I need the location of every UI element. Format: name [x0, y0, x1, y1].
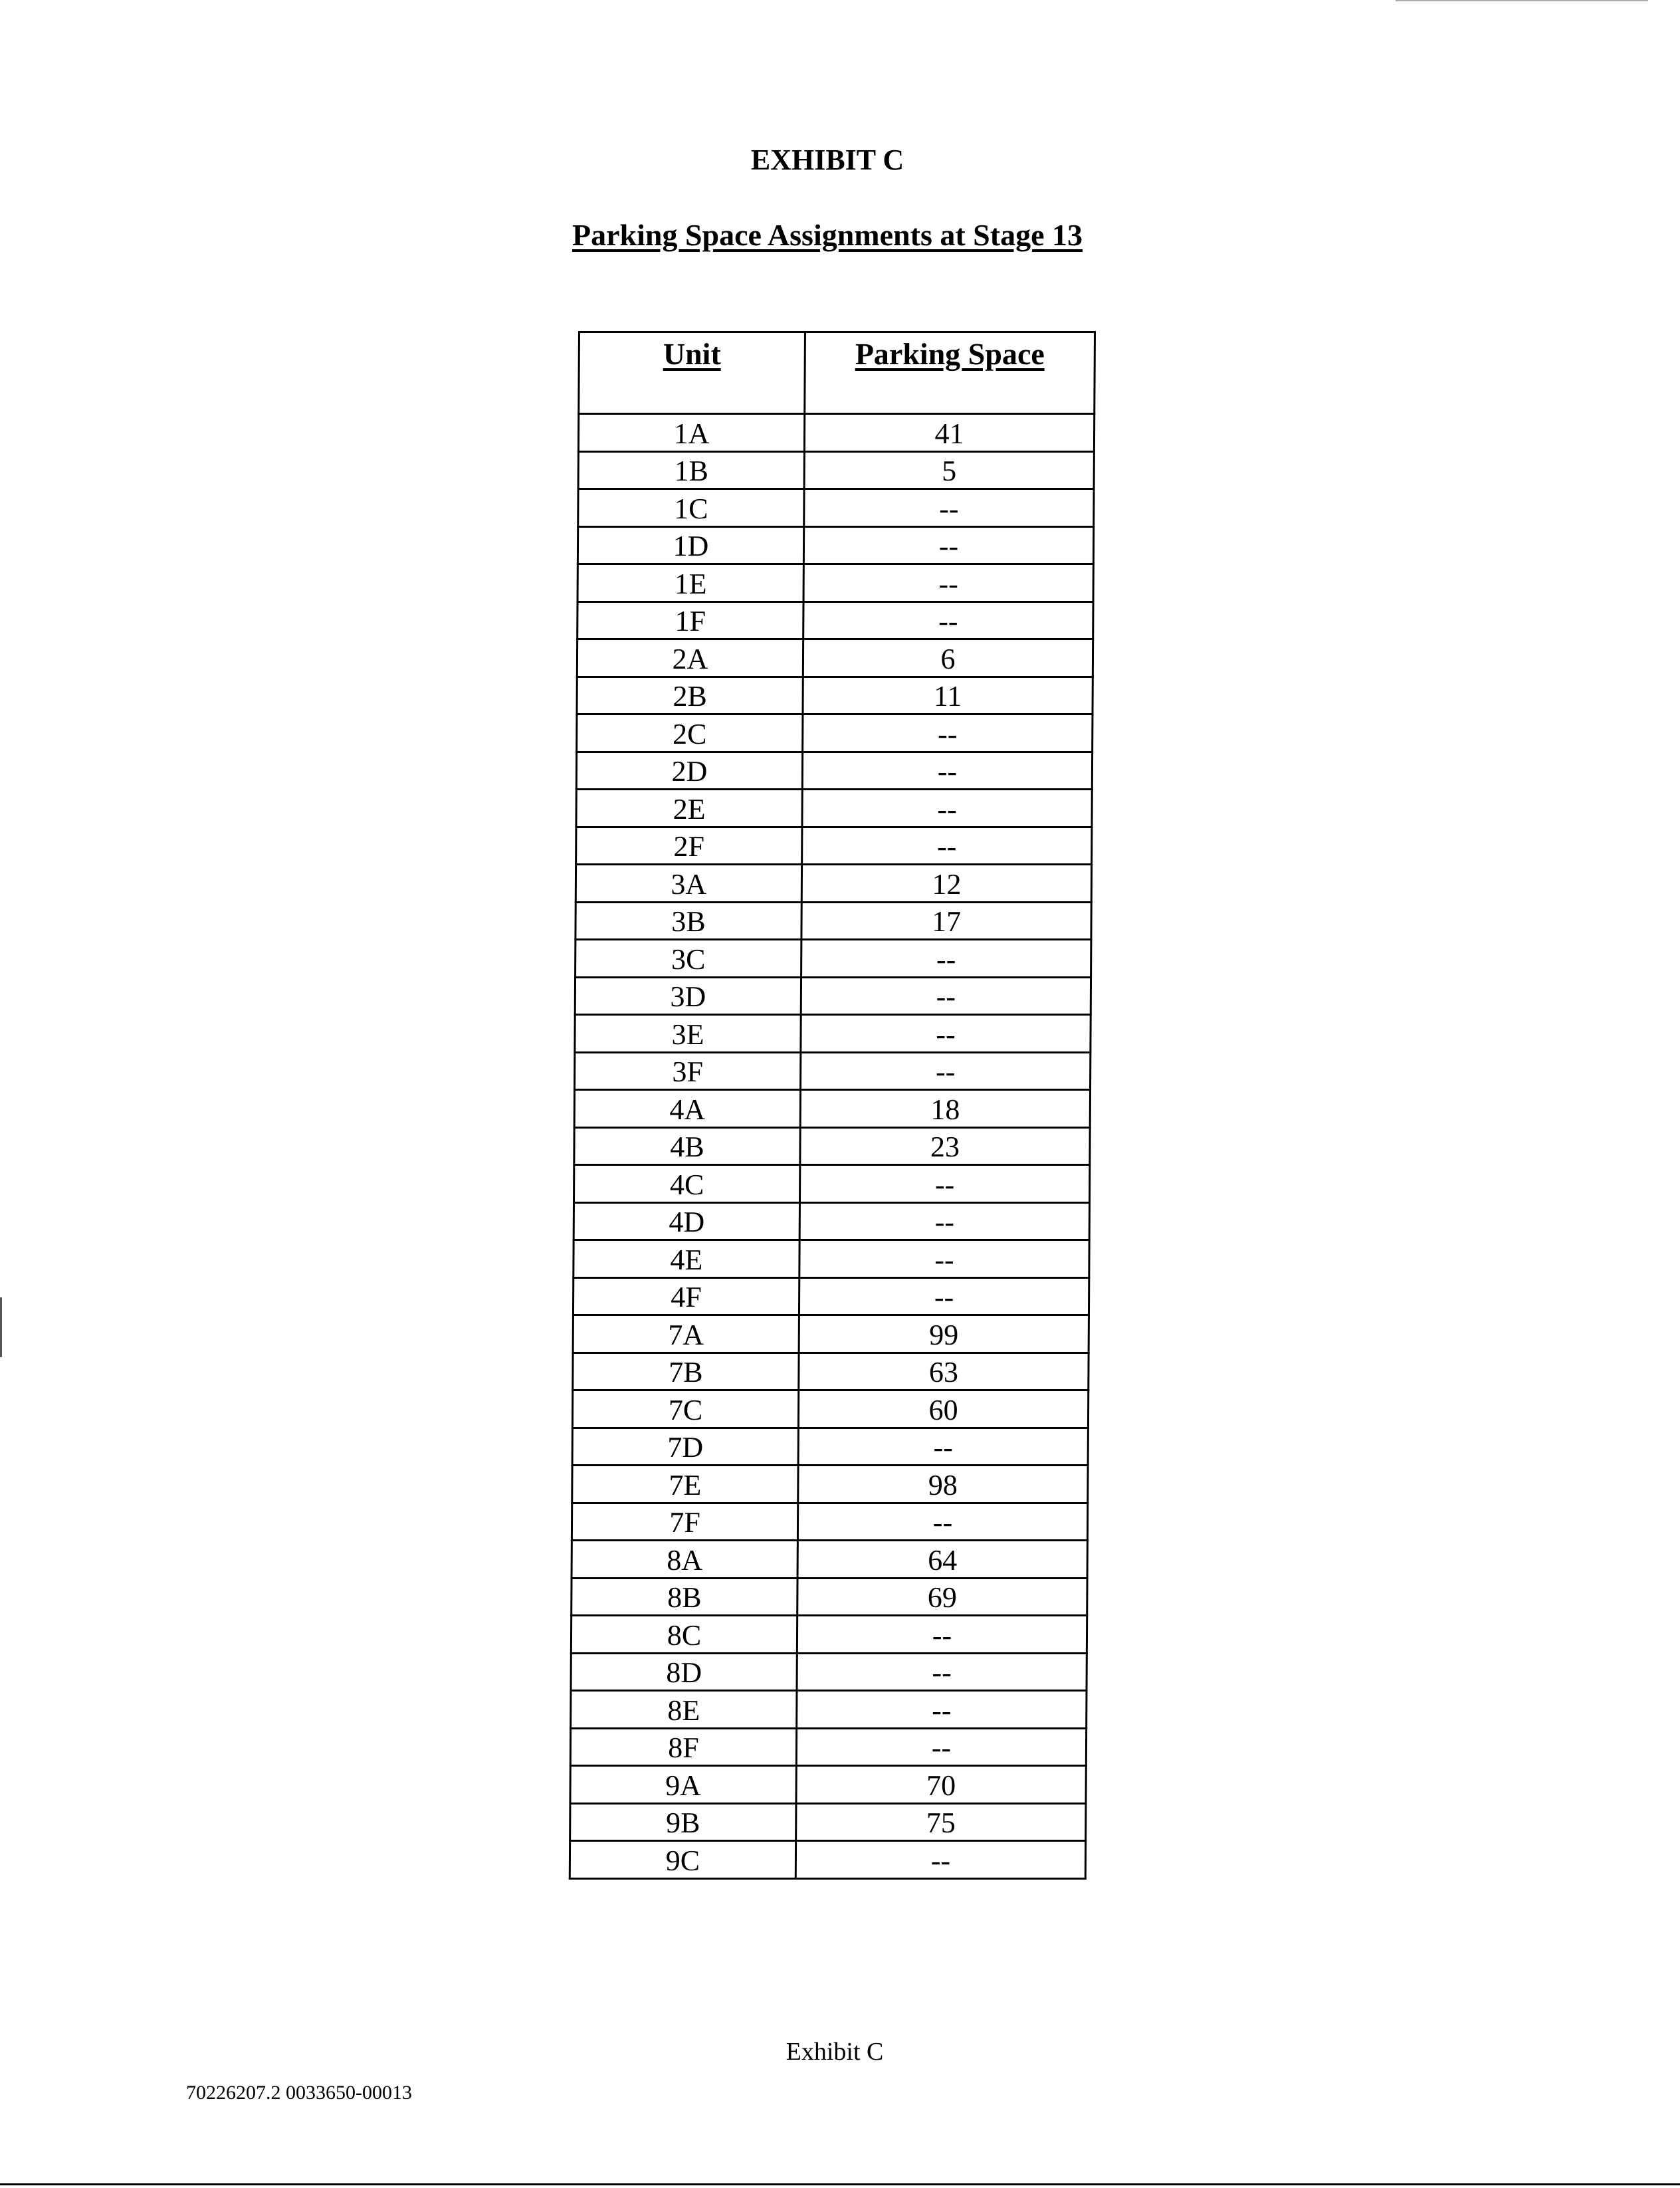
parking-space-cell: 60: [798, 1390, 1088, 1428]
unit-cell: 9C: [570, 1841, 795, 1879]
table-row: [571, 1653, 1087, 1691]
unit-cell: 1D: [578, 526, 803, 564]
parking-space-cell: --: [799, 1202, 1089, 1240]
unit-cell: 1F: [578, 602, 803, 639]
parking-space-cell: 69: [797, 1578, 1087, 1616]
parking-space-cell: --: [802, 827, 1092, 865]
parking-space-cell: 63: [799, 1353, 1089, 1390]
parking-space-cell: 75: [796, 1803, 1086, 1841]
unit-cell: 4D: [574, 1202, 799, 1240]
table-row: [573, 1315, 1089, 1353]
table-row: [578, 489, 1094, 527]
parking-space-cell: 99: [799, 1315, 1089, 1353]
table-row: [570, 1803, 1086, 1841]
document-number: 70226207.2 0033650-00013: [186, 2082, 412, 2104]
table-row: [573, 1277, 1089, 1315]
parking-assignment-table: [569, 331, 1096, 1880]
table-row: [576, 790, 1092, 827]
table-header-row: [579, 332, 1095, 414]
parking-space-cell: --: [797, 1503, 1087, 1541]
unit-cell: 8F: [570, 1728, 796, 1766]
parking-space-cell: 6: [803, 639, 1093, 677]
parking-space-cell: --: [803, 564, 1093, 602]
parking-space-cell: --: [799, 1240, 1089, 1278]
unit-cell: 7F: [572, 1503, 797, 1541]
unit-cell: 3E: [575, 1015, 801, 1053]
table-row: [574, 1090, 1090, 1128]
unit-cell: 2C: [577, 714, 803, 752]
unit-cell: 9A: [570, 1766, 796, 1804]
parking-space-cell: --: [804, 489, 1094, 527]
parking-space-header-label: Parking Space: [855, 337, 1045, 371]
unit-column-header: [579, 332, 805, 414]
table-row: [578, 414, 1094, 452]
parking-space-cell: 17: [801, 902, 1091, 940]
table-row: [576, 752, 1092, 790]
table-row: [574, 1240, 1089, 1278]
unit-cell: 1B: [578, 451, 804, 489]
parking-space-cell: --: [799, 1277, 1089, 1315]
table-row: [572, 1541, 1087, 1579]
table-row: [578, 602, 1093, 639]
parking-space-cell: --: [799, 1165, 1089, 1203]
parking-space-cell: 64: [797, 1541, 1087, 1579]
table-row: [578, 564, 1093, 602]
parking-space-cell: --: [798, 1428, 1088, 1466]
table-row: [572, 1578, 1087, 1616]
unit-cell: 4B: [574, 1127, 800, 1165]
parking-space-column-header: [805, 332, 1095, 414]
unit-cell: 8D: [571, 1653, 797, 1691]
unit-cell: 2E: [576, 790, 802, 827]
unit-cell: 2D: [576, 752, 802, 790]
unit-cell: 1E: [578, 564, 803, 602]
unit-cell: 3C: [576, 940, 801, 978]
table-row: [570, 1728, 1086, 1766]
unit-header-label: Unit: [663, 337, 721, 371]
table-row: [572, 1428, 1088, 1466]
parking-space-cell: 70: [796, 1766, 1086, 1804]
parking-space-cell: --: [795, 1841, 1085, 1879]
table-row: [574, 1202, 1089, 1240]
page-bottom-border: [0, 2183, 1680, 2185]
unit-cell: 2F: [576, 827, 802, 865]
document-subtitle: Parking Space Assignments at Stage 13: [572, 218, 1083, 252]
table-row: [576, 865, 1091, 903]
parking-space-cell: 12: [801, 865, 1091, 903]
unit-cell: 4F: [573, 1277, 799, 1315]
unit-cell: 7C: [572, 1390, 798, 1428]
unit-cell: 9B: [570, 1803, 796, 1841]
unit-cell: 3F: [575, 1052, 801, 1090]
unit-cell: 3D: [575, 977, 801, 1015]
table-row: [578, 526, 1093, 564]
parking-space-cell: --: [801, 1052, 1091, 1090]
table-row: [573, 1353, 1089, 1390]
parking-space-cell: 98: [798, 1466, 1088, 1503]
table-row: [576, 827, 1092, 865]
parking-space-cell: --: [797, 1616, 1087, 1654]
parking-space-cell: --: [803, 714, 1093, 752]
exhibit-title: EXHIBIT C: [750, 144, 904, 176]
parking-space-cell: --: [797, 1653, 1087, 1691]
parking-space-cell: 23: [800, 1127, 1090, 1165]
table-row: [572, 1390, 1088, 1428]
parking-space-cell: --: [803, 602, 1093, 639]
unit-cell: 4A: [574, 1090, 800, 1128]
table-row: [571, 1616, 1087, 1654]
unit-cell: 7B: [573, 1353, 799, 1390]
unit-cell: 2A: [577, 639, 803, 677]
parking-space-cell: 11: [803, 677, 1093, 714]
parking-space-cell: --: [802, 790, 1092, 827]
page-footer: Exhibit C: [786, 2038, 884, 2066]
table-row: [572, 1503, 1087, 1541]
table-row: [575, 977, 1091, 1015]
table-row: [577, 677, 1093, 714]
parking-space-cell: --: [801, 940, 1091, 978]
unit-cell: 7E: [572, 1466, 798, 1503]
table-row: [575, 1015, 1091, 1053]
parking-space-cell: 5: [804, 451, 1094, 489]
table-row: [571, 1691, 1087, 1729]
unit-cell: 3B: [576, 902, 801, 940]
table-row: [576, 902, 1091, 940]
table-row: [578, 451, 1094, 489]
table-row: [574, 1127, 1090, 1165]
parking-space-cell: --: [802, 752, 1092, 790]
parking-space-cell: --: [801, 1015, 1091, 1053]
unit-cell: 2B: [577, 677, 803, 714]
table-row: [576, 940, 1091, 978]
unit-cell: 4C: [574, 1165, 799, 1203]
parking-space-cell: 41: [804, 414, 1094, 452]
unit-cell: 7D: [572, 1428, 798, 1466]
unit-cell: 4E: [574, 1240, 799, 1278]
unit-cell: 7A: [573, 1315, 799, 1353]
scan-edge-mark: [0, 1297, 2, 1357]
unit-cell: 1C: [578, 489, 804, 527]
parking-space-cell: --: [801, 977, 1091, 1015]
table-row: [577, 714, 1093, 752]
parking-space-cell: --: [803, 526, 1093, 564]
table-row: [577, 639, 1093, 677]
table-row: [570, 1766, 1086, 1804]
unit-cell: 8C: [571, 1616, 797, 1654]
table-row: [570, 1841, 1085, 1879]
unit-cell: 1A: [578, 414, 804, 452]
table-row: [575, 1052, 1091, 1090]
scan-edge-mark: [1396, 0, 1648, 1]
unit-cell: 3A: [576, 865, 801, 903]
parking-space-cell: 18: [800, 1090, 1090, 1128]
table-row: [574, 1165, 1089, 1203]
unit-cell: 8B: [572, 1578, 797, 1616]
unit-cell: 8E: [571, 1691, 797, 1729]
table-row: [572, 1466, 1088, 1503]
parking-space-cell: --: [796, 1728, 1086, 1766]
parking-space-cell: --: [797, 1691, 1087, 1729]
unit-cell: 8A: [572, 1541, 797, 1579]
table-body: [570, 414, 1094, 1879]
